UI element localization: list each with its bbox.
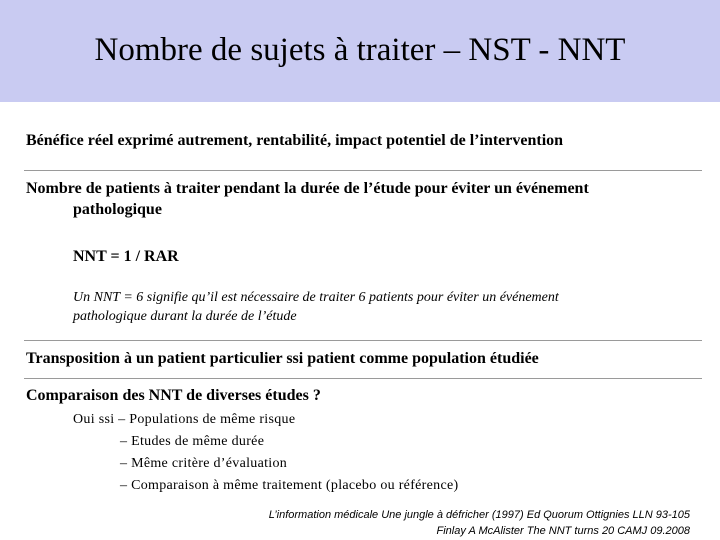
point-transposition: Transposition à un patient particulier ssi patient comme population étudiée bbox=[26, 350, 539, 367]
divider bbox=[24, 340, 702, 341]
point-definition-line2: pathologique bbox=[73, 201, 162, 218]
condition-item: – Etudes de même durée bbox=[120, 434, 265, 449]
reference-line: L’information médicale Une jungle à défricher (1997) Ed Quorum Ottignies LLN 93-105 bbox=[268, 509, 690, 521]
divider bbox=[24, 170, 702, 171]
example-line2: pathologique durant la durée de l’étude bbox=[73, 309, 297, 324]
condition-item: – Même critère d’évaluation bbox=[120, 456, 288, 471]
reference-line: Finlay A McAlister The NNT turns 20 CAMJ 09.2008 bbox=[436, 525, 690, 537]
point-benefit: Bénéfice réel exprimé autrement, rentabilité, impact potentiel de l’intervention bbox=[26, 132, 564, 149]
example-line1: Un NNT = 6 signifie qu’il est nécessaire de traiter 6 patients pour éviter un événement bbox=[73, 290, 559, 305]
slide-title: Nombre de sujets à traiter – NST - NNT bbox=[94, 32, 626, 68]
divider bbox=[24, 378, 702, 379]
condition-item: – Comparaison à même traitement (placebo ou référence) bbox=[120, 478, 459, 493]
condition-intro: Oui ssi – Populations de même risque bbox=[73, 412, 296, 427]
nnt-formula: NNT = 1 / RAR bbox=[73, 248, 179, 265]
point-definition-line1: Nombre de patients à traiter pendant la durée de l’étude pour éviter un événement bbox=[26, 180, 589, 197]
point-comparison: Comparaison des NNT de diverses études ? bbox=[26, 387, 321, 404]
